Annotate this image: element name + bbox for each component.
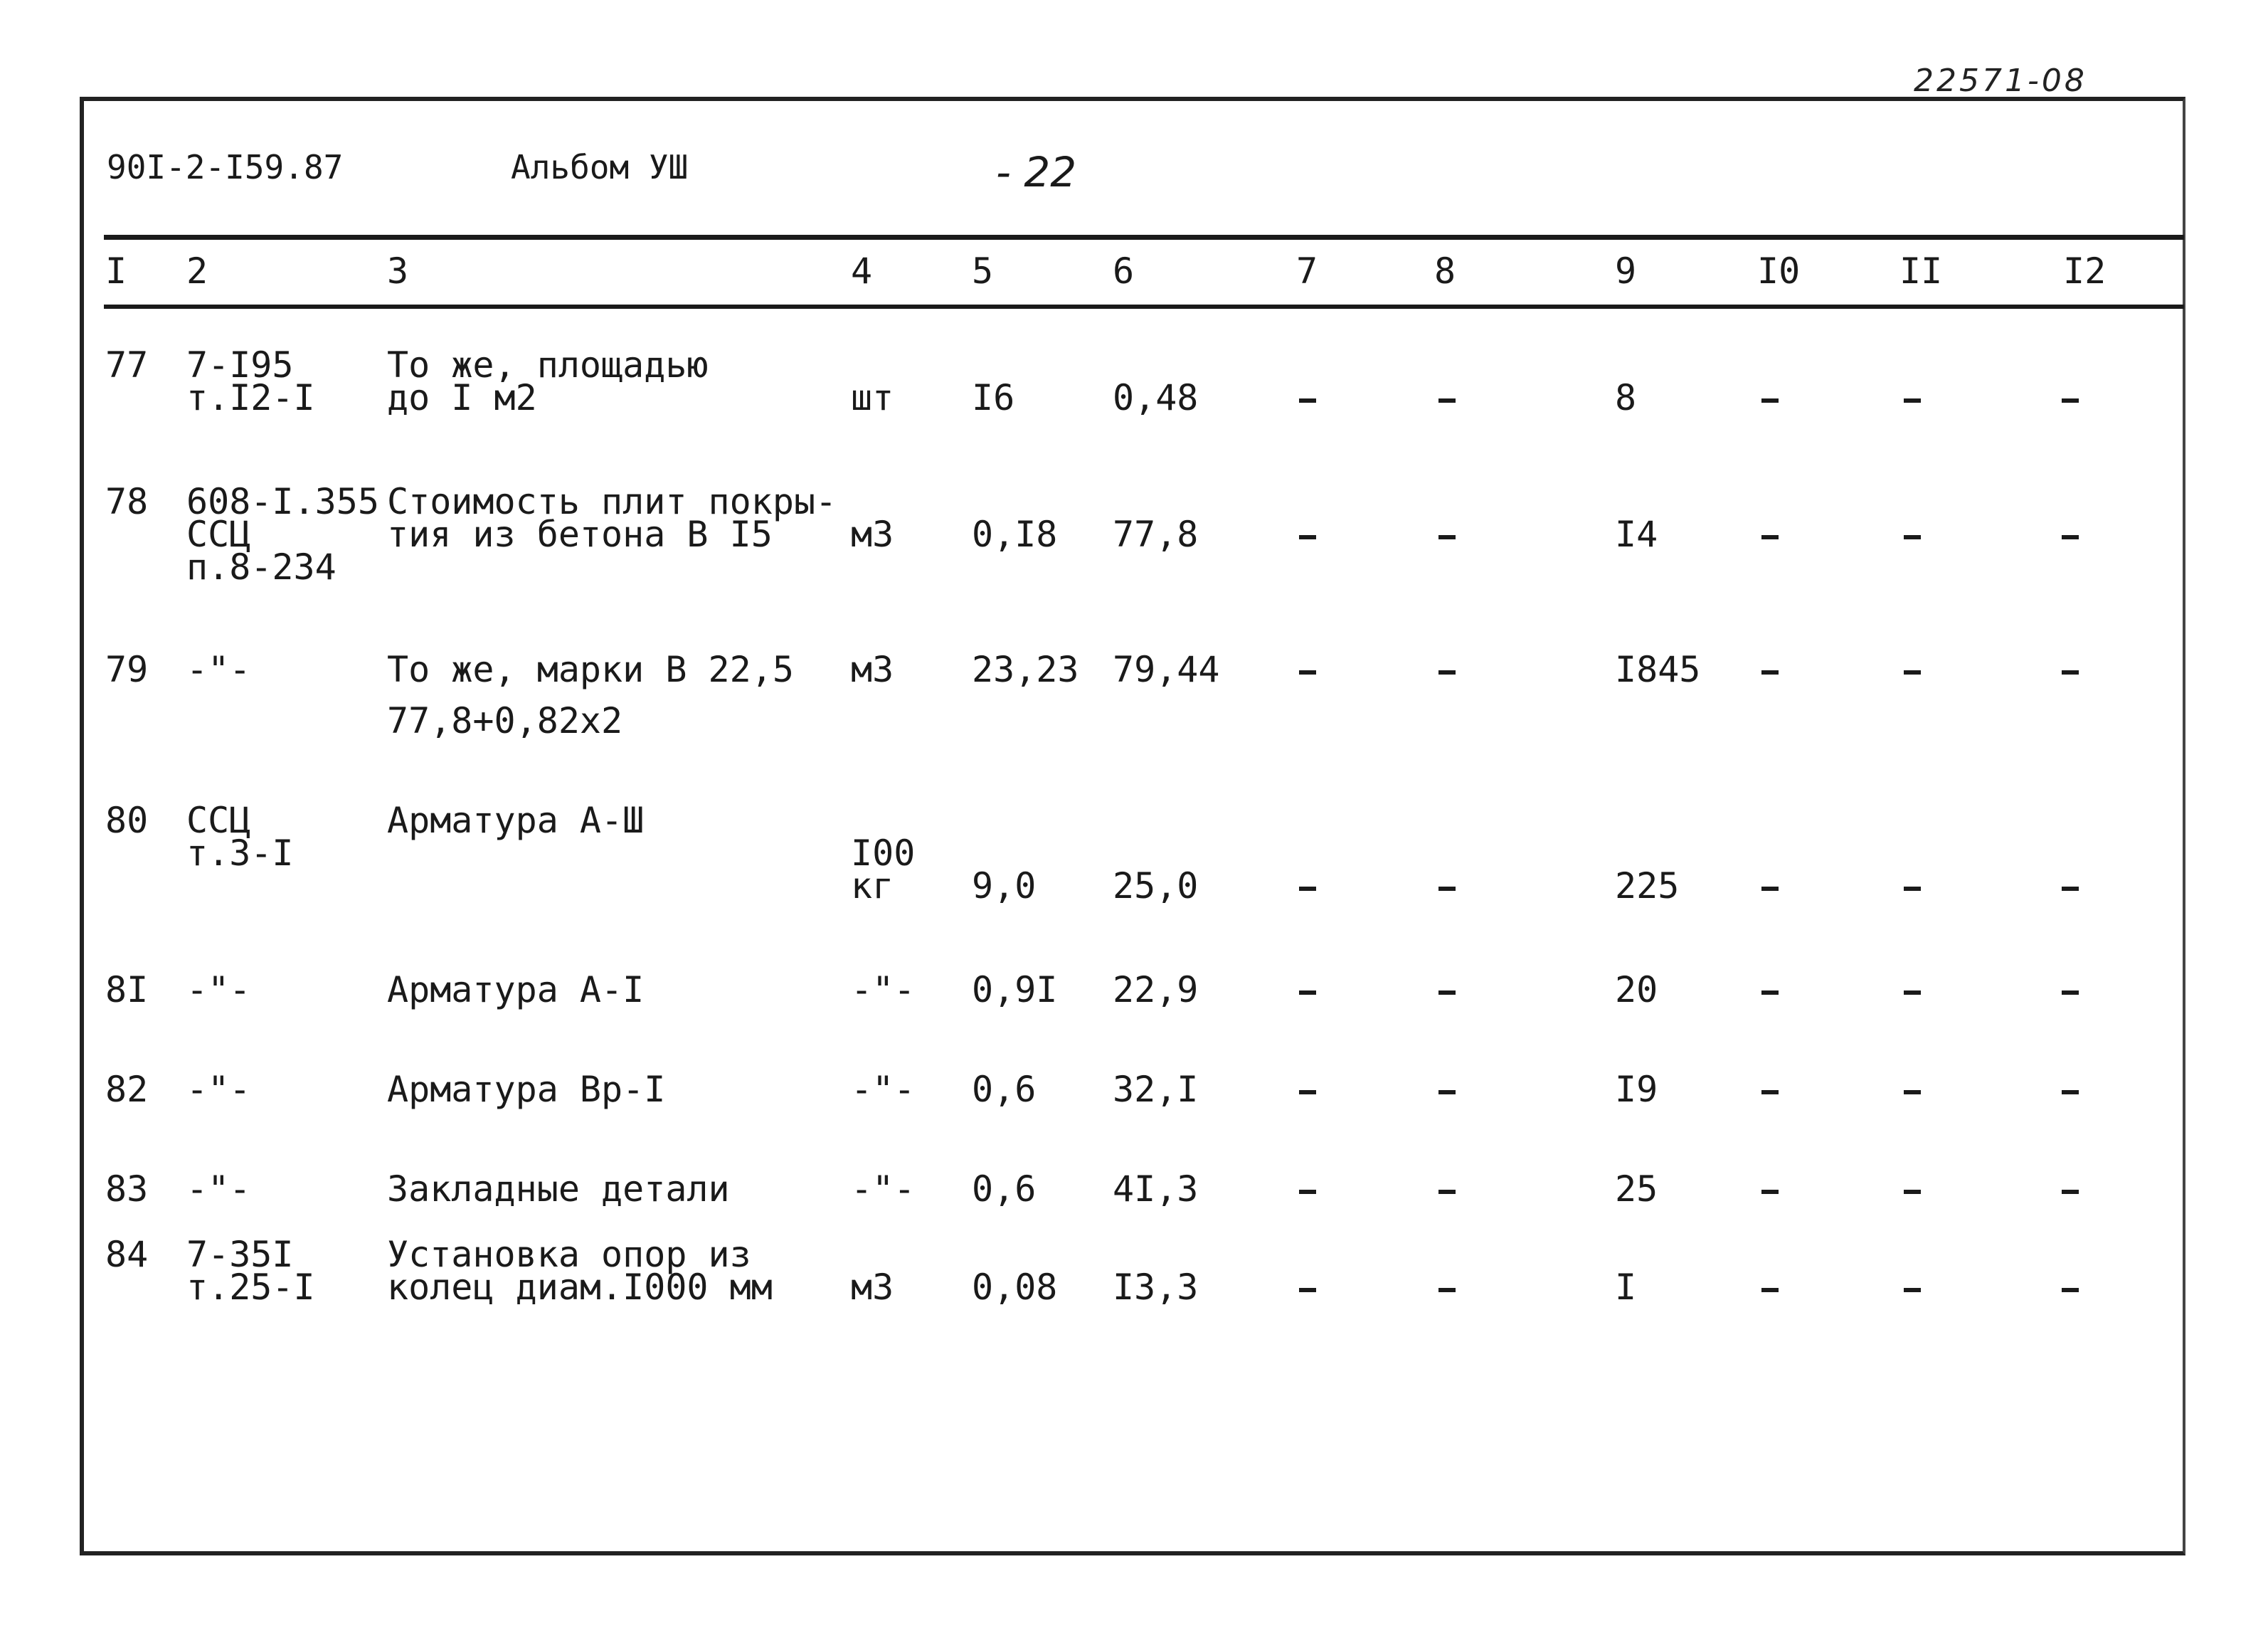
row-total-cost: 225 [1615, 865, 1680, 907]
row-col12-dash [2062, 887, 2079, 891]
row-col10-dash [1761, 887, 1779, 891]
row-reference: -"- [186, 969, 251, 1010]
column-number-10: I0 [1757, 250, 1801, 292]
row-unit: -"- [851, 1168, 916, 1210]
row-unit: м3 [851, 514, 894, 555]
row-unit: шт [851, 377, 894, 418]
row-col10-dash [1761, 535, 1779, 539]
row-total-cost: I [1615, 1267, 1637, 1308]
row-quantity: 23,23 [972, 649, 1079, 690]
row-col12-dash [2062, 670, 2079, 675]
column-number-9: 9 [1615, 250, 1637, 292]
row-col11-dash [1904, 670, 1921, 675]
column-number-3: 3 [387, 250, 409, 292]
row-col8-dash [1438, 1190, 1456, 1194]
row-col7-dash [1299, 990, 1316, 995]
row-col10-dash [1761, 398, 1779, 403]
row-description: Стоимость плит покры- тия из бетона В I5 [387, 481, 837, 555]
row-col7-dash [1299, 670, 1316, 675]
row-total-cost: 25 [1615, 1168, 1658, 1210]
page-number: - 22 [996, 148, 1077, 196]
column-number-5: 5 [972, 250, 994, 292]
row-col11-dash [1904, 1190, 1921, 1194]
row-unit: м3 [851, 649, 894, 690]
row-formula: 77,8+0,82х2 [387, 700, 623, 741]
row-unit-cost: 22,9 [1113, 969, 1199, 1010]
row-unit: I00 кг [851, 833, 916, 907]
row-col7-dash [1299, 1190, 1316, 1194]
row-col7-dash [1299, 1288, 1316, 1292]
row-description: Установка опор из колец диам.I000 мм [387, 1234, 773, 1308]
row-number: 79 [105, 649, 149, 690]
header-rule-top [104, 235, 2184, 240]
row-description: То же, марки В 22,5 [387, 649, 794, 690]
row-quantity: I6 [972, 377, 1015, 418]
column-number-1: I [105, 250, 127, 292]
row-total-cost: 20 [1615, 969, 1658, 1010]
row-description: Арматура А-I [387, 969, 645, 1010]
row-col11-dash [1904, 990, 1921, 995]
row-number: 8I [105, 969, 149, 1010]
row-unit-cost: 0,48 [1113, 377, 1199, 418]
row-unit-cost: 25,0 [1113, 865, 1199, 907]
row-quantity: 0,08 [972, 1267, 1058, 1308]
row-col10-dash [1761, 1090, 1779, 1094]
row-number: 82 [105, 1069, 149, 1110]
row-unit-cost: 77,8 [1113, 514, 1199, 555]
row-number: 84 [105, 1234, 149, 1275]
header-rule-bottom [104, 305, 2184, 309]
row-col12-dash [2062, 535, 2079, 539]
row-unit: м3 [851, 1267, 894, 1308]
row-col12-dash [2062, 1190, 2079, 1194]
row-col10-dash [1761, 670, 1779, 675]
album-label: Альбом УШ [511, 148, 689, 186]
row-reference: -"- [186, 1168, 251, 1210]
row-reference: 7-I95 т.I2-I [186, 344, 315, 418]
row-col10-dash [1761, 990, 1779, 995]
row-reference: 608-I.355 ССЦ п.8-234 [186, 481, 379, 588]
row-quantity: 0,6 [972, 1069, 1037, 1110]
row-col7-dash [1299, 398, 1316, 403]
row-reference: 7-35I т.25-I [186, 1234, 315, 1308]
row-total-cost: I4 [1615, 514, 1658, 555]
row-col7-dash [1299, 535, 1316, 539]
row-col12-dash [2062, 990, 2079, 995]
row-description: То же, площадью до I м2 [387, 344, 709, 418]
row-description: Закладные детали [387, 1168, 730, 1210]
row-col7-dash [1299, 1090, 1316, 1094]
row-number: 83 [105, 1168, 149, 1210]
row-col8-dash [1438, 990, 1456, 995]
row-total-cost: 8 [1615, 377, 1637, 418]
row-quantity: 0,6 [972, 1168, 1037, 1210]
row-description: Арматура Вр-I [387, 1069, 666, 1110]
row-col7-dash [1299, 887, 1316, 891]
row-reference: -"- [186, 649, 251, 690]
row-col12-dash [2062, 398, 2079, 403]
column-number-6: 6 [1113, 250, 1135, 292]
row-reference: ССЦ т.3-I [186, 800, 294, 874]
row-quantity: 0,9I [972, 969, 1058, 1010]
row-col12-dash [2062, 1288, 2079, 1292]
row-unit-cost: 79,44 [1113, 649, 1220, 690]
column-number-4: 4 [851, 250, 873, 292]
row-col8-dash [1438, 1288, 1456, 1292]
column-number-11: II [1899, 250, 1943, 292]
row-col10-dash [1761, 1288, 1779, 1292]
row-total-cost: I9 [1615, 1069, 1658, 1110]
document-stamp: 22571-08 [1914, 63, 2087, 99]
column-number-7: 7 [1296, 250, 1318, 292]
document-code: 90I-2-I59.87 [107, 148, 344, 186]
row-unit-cost: 4I,3 [1113, 1168, 1199, 1210]
column-number-12: I2 [2063, 250, 2107, 292]
row-col11-dash [1904, 535, 1921, 539]
row-col11-dash [1904, 887, 1921, 891]
row-quantity: 9,0 [972, 865, 1037, 907]
row-unit-cost: 32,I [1113, 1069, 1199, 1110]
row-number: 80 [105, 800, 149, 841]
row-col8-dash [1438, 535, 1456, 539]
row-col10-dash [1761, 1190, 1779, 1194]
row-col12-dash [2062, 1090, 2079, 1094]
row-number: 77 [105, 344, 149, 386]
column-number-2: 2 [186, 250, 208, 292]
row-col8-dash [1438, 398, 1456, 403]
row-col11-dash [1904, 1090, 1921, 1094]
row-col8-dash [1438, 670, 1456, 675]
row-col8-dash [1438, 887, 1456, 891]
row-total-cost: I845 [1615, 649, 1701, 690]
row-unit: -"- [851, 1069, 916, 1110]
column-number-8: 8 [1434, 250, 1456, 292]
row-col8-dash [1438, 1090, 1456, 1094]
row-unit: -"- [851, 969, 916, 1010]
row-col11-dash [1904, 1288, 1921, 1292]
row-col11-dash [1904, 398, 1921, 403]
row-reference: -"- [186, 1069, 251, 1110]
row-description: Арматура А-Ш [387, 800, 645, 841]
row-unit-cost: I3,3 [1113, 1267, 1199, 1308]
row-number: 78 [105, 481, 149, 522]
row-quantity: 0,I8 [972, 514, 1058, 555]
